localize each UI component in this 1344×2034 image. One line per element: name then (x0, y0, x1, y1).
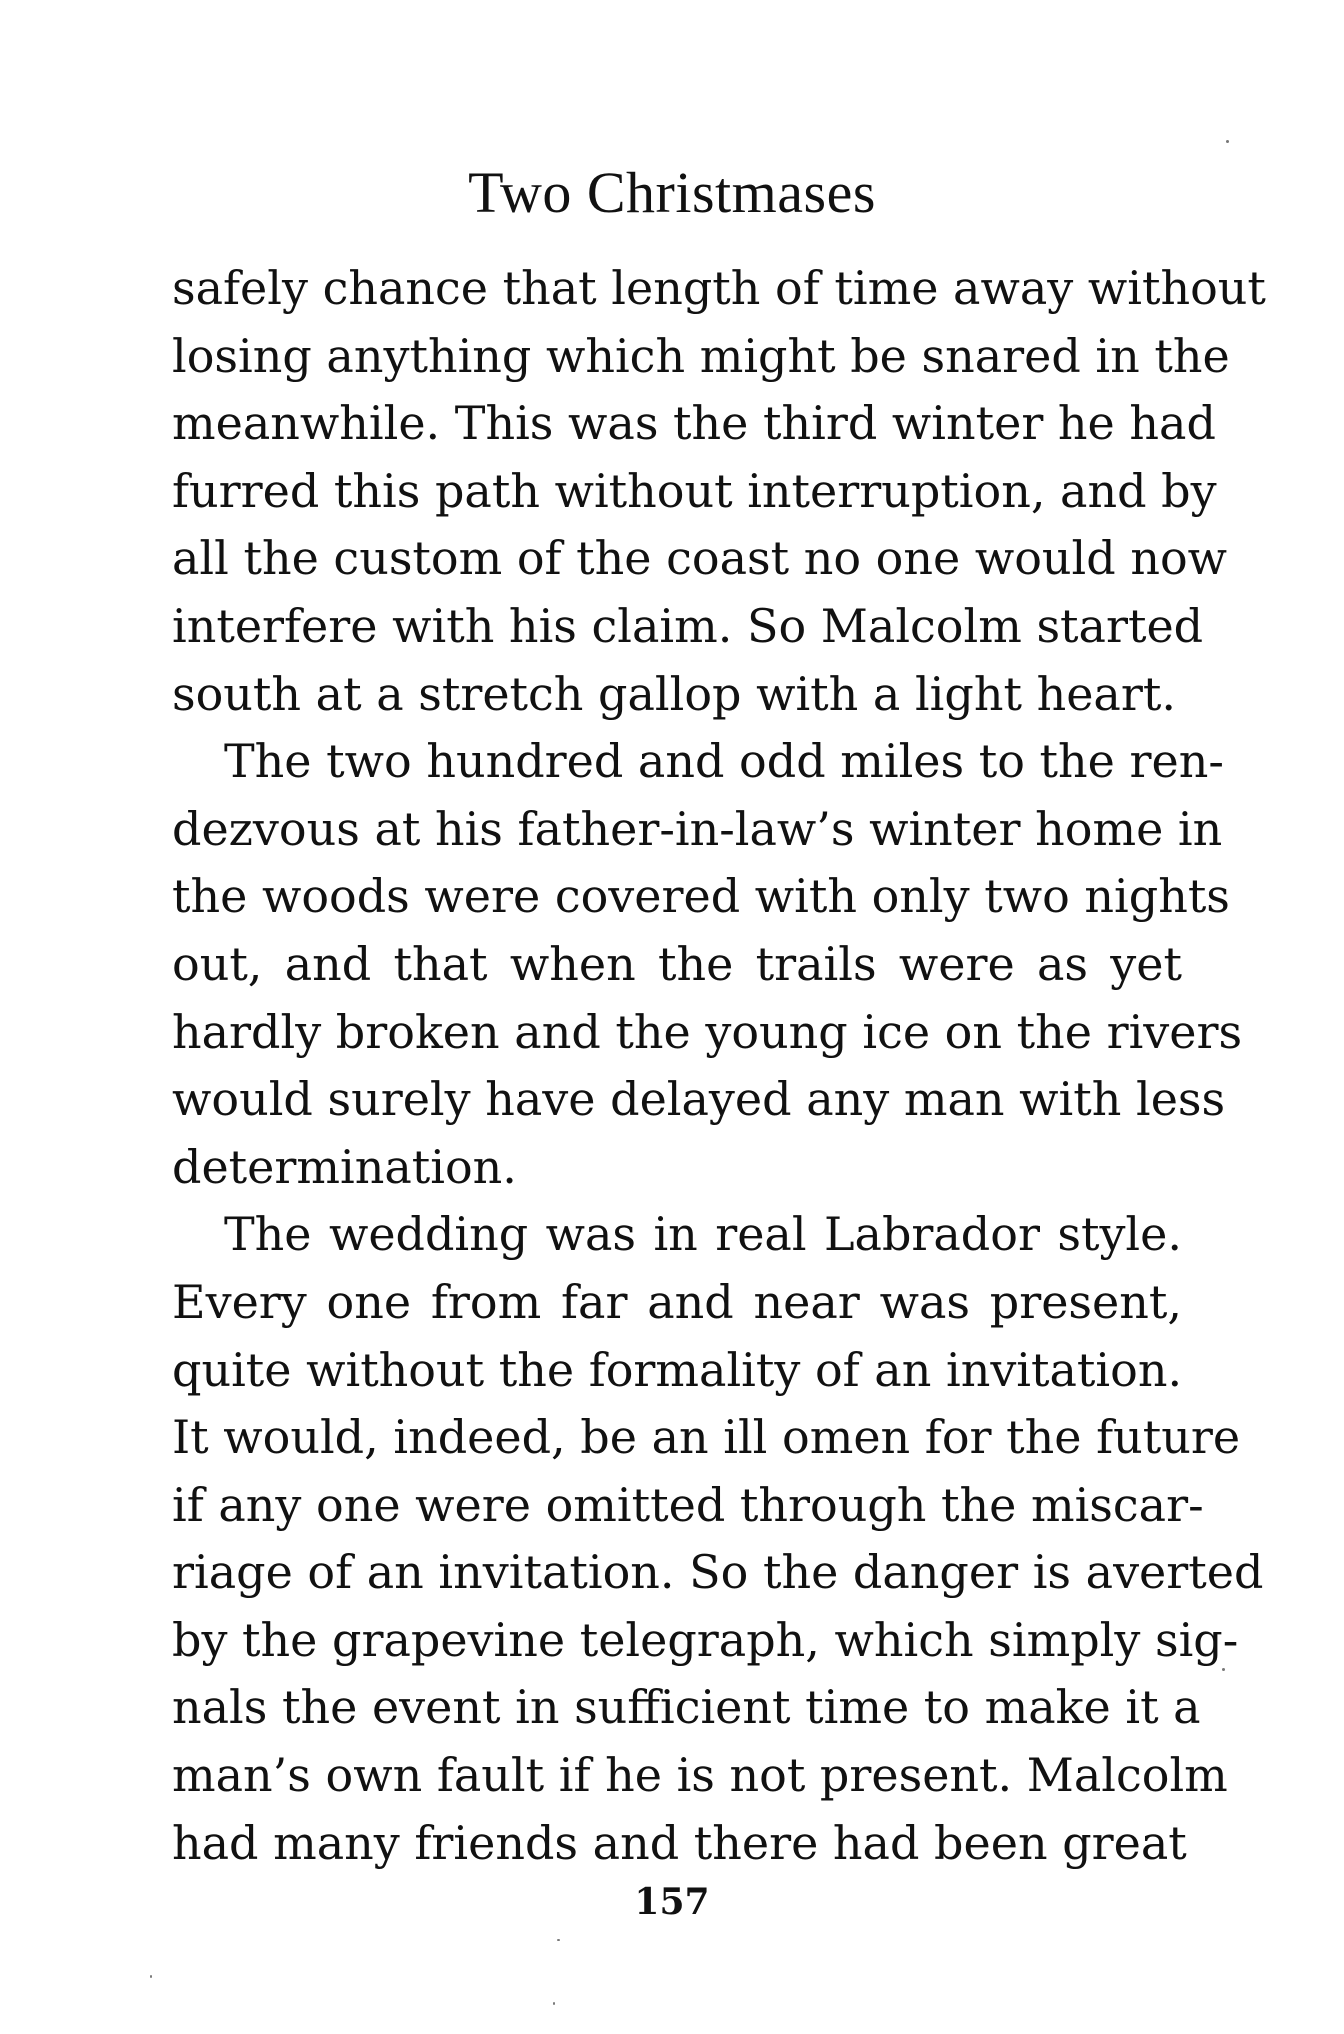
running-head: Two Christmases (468, 160, 876, 225)
text-line: would surely have delayed any man with less (172, 1072, 1226, 1127)
paragraph (172, 728, 1243, 1201)
paragraph (172, 255, 1266, 728)
text-line: safely chance that length of time away without (172, 261, 1266, 315)
text-line: The two hundred and odd miles to the ren- (224, 734, 1224, 789)
scan-speck (150, 1975, 152, 1978)
text-line: Every one from far and near was present, (172, 1274, 1182, 1329)
text-line: It would, indeed, be an ill omen for the future (172, 1410, 1241, 1465)
text-line: furred this path without interruption, and by (172, 463, 1217, 518)
scan-speck (553, 2002, 555, 2005)
text-line: by the grapevine telegraph, which simply sig- (172, 1612, 1239, 1667)
text-line: quite without the formality of an invitation. (172, 1342, 1183, 1397)
paragraph (172, 1201, 1264, 1877)
text-line: losing anything which might be snared in the (172, 328, 1230, 383)
text-line: nals the event in sufficient time to make it a (172, 1680, 1201, 1735)
text-line: riage of an invitation. So the danger is averted (172, 1545, 1264, 1600)
text-line: dezvous at his father-in-law’s winter home in (172, 801, 1223, 856)
text-line: The wedding was in real Labrador style. (224, 1207, 1182, 1262)
text-line: all the custom of the coast no one would now (172, 531, 1228, 586)
text-line: south at a stretch gallop with a light heart. (172, 666, 1176, 721)
scan-speck (1222, 1668, 1225, 1671)
text-line: hardly broken and the young ice on the rivers (172, 1004, 1243, 1059)
text-line: man’s own fault if he is not present. Malcolm (172, 1748, 1228, 1803)
text-line: the woods were covered with only two nights (172, 869, 1230, 924)
text-line: had many friends and there had been great (172, 1815, 1187, 1870)
scan-speck (557, 1939, 560, 1941)
text-line: determination. (172, 1139, 517, 1194)
page-number: 157 (634, 1881, 710, 1923)
text-line: meanwhile. This was the third winter he had (172, 396, 1216, 451)
body-text (172, 255, 1266, 1877)
text-line: if any one were omitted through the miscar- (172, 1477, 1204, 1532)
scan-speck (1226, 140, 1229, 143)
text-line: interfere with his claim. So Malcolm started (172, 598, 1204, 653)
text-line: out, and that when the trails were as yet (172, 936, 1182, 991)
